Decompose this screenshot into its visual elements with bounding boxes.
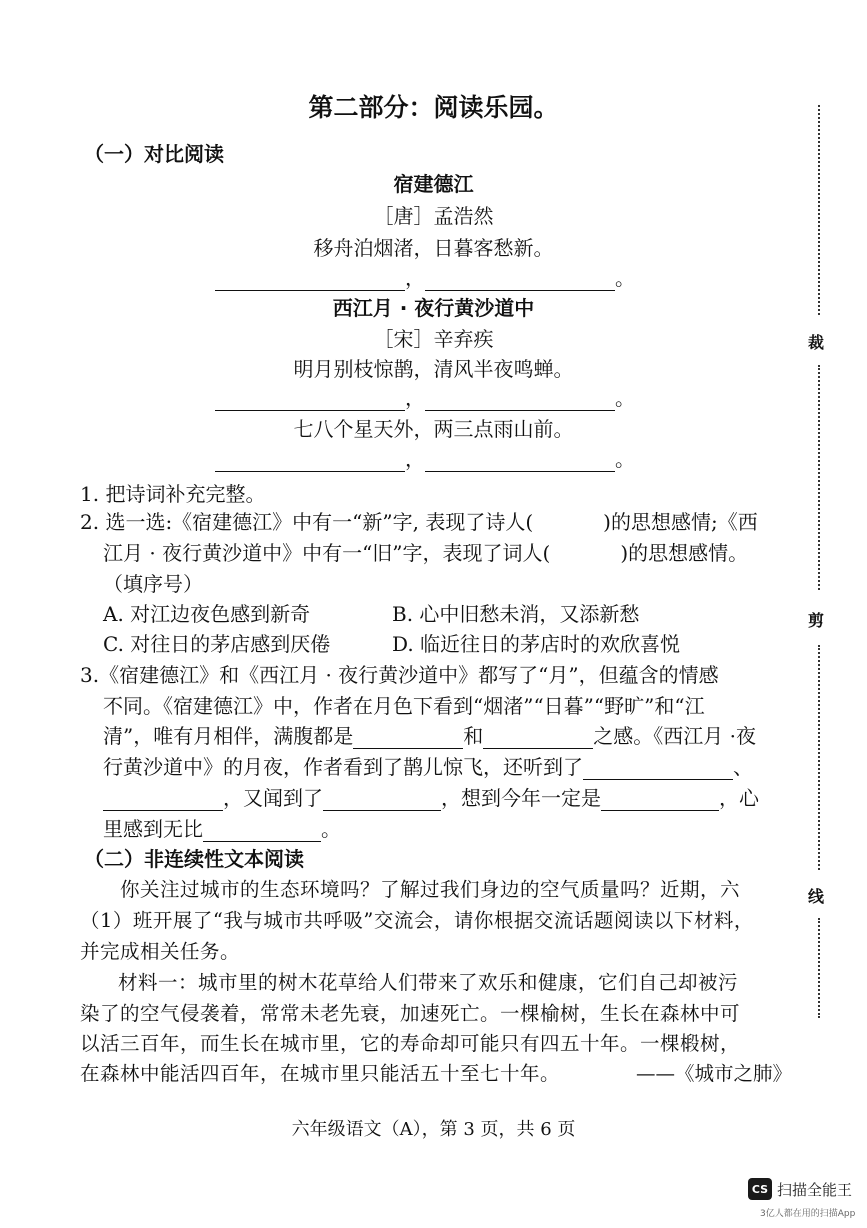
- intro-line1: 你关注过城市的生态环境吗？了解过我们身边的空气质量吗？近期，六: [120, 878, 741, 901]
- poem1-title: 宿建德江: [393, 172, 474, 196]
- q3-text: 和: [463, 724, 484, 748]
- option-a: A. 对江边夜色感到新奇: [103, 602, 311, 626]
- poem1-author: ［唐］孟浩然: [373, 204, 494, 228]
- cut-mark-xian: 线: [808, 887, 825, 906]
- poem2-fill-row-1: [215, 382, 635, 411]
- intro-line2: （1）班开展了“我与城市共呼吸”交流会，请你根据交流话题阅读以下材料，: [80, 909, 754, 932]
- poem1-line1: 移舟泊烟渚，日暮客愁新。: [313, 236, 554, 260]
- q3-text: 、: [733, 755, 753, 779]
- question-3-line6: [103, 813, 341, 842]
- page-title: 第二部分：阅读乐园。: [308, 93, 559, 122]
- poem2-author: ［宋］辛弃疾: [373, 327, 494, 351]
- cut-line: [818, 918, 820, 1018]
- period: 。: [615, 266, 635, 290]
- fill-blank[interactable]: [103, 788, 223, 811]
- poem2-line2: 七八个星天外，两三点雨山前。: [293, 417, 574, 441]
- cut-mark-jian: 剪: [808, 611, 825, 630]
- section-heading-compare: （一）对比阅读: [84, 142, 224, 166]
- fill-blank[interactable]: [203, 819, 321, 842]
- poem2-fill-row-2: [215, 443, 635, 472]
- q2-text-d: )的思想感情。: [620, 541, 749, 565]
- poem1-fill-row: [215, 262, 635, 291]
- question-3-line2: 不同。《宿建德江》中，作者在月色下看到“烟渚”“日暮”“野旷”和“江: [103, 694, 705, 718]
- period: 。: [615, 447, 635, 471]
- material1-line4: 在森林中能活四百年，在城市里只能活五十至七十年。: [80, 1062, 561, 1085]
- page-footer: 六年级语文（A），第 3 页，共 6 页: [291, 1119, 576, 1140]
- q3-text: 行黄沙道中》的月夜，作者看到了鹊儿惊飞，还听到了: [103, 755, 583, 779]
- poem2-title: 西江月 · 夜行黄沙道中: [332, 296, 535, 320]
- option-d: D. 临近往日的茅店时的欢欣喜悦: [392, 632, 681, 656]
- q2-hint: （填序号）: [103, 572, 203, 596]
- question-3-line4: [103, 751, 753, 780]
- fill-blank[interactable]: [583, 757, 733, 780]
- option-c: C. 对往日的茅店感到厌倦: [103, 632, 331, 656]
- question-3-line3: [103, 720, 756, 749]
- q3-text: ，想到今年一定是: [441, 786, 601, 810]
- material1-line1: 材料一：城市里的树木花草给人们带来了欢乐和健康，它们自己却被污: [118, 971, 739, 994]
- question-2-line1: [80, 506, 758, 535]
- q3-text: ，又闻到了: [223, 786, 323, 810]
- q3-text: 之感。《西江月 ·夜: [593, 724, 756, 748]
- intro-line3: 并完成相关任务。: [80, 940, 241, 963]
- scanner-tagline: 3亿人都在用的扫描App: [760, 1209, 856, 1219]
- cut-line: [818, 645, 820, 870]
- q2-text-b: )的思想感情;《西: [603, 510, 758, 534]
- fill-blank[interactable]: [425, 449, 615, 472]
- q3-text: 里感到无比: [103, 817, 203, 841]
- fill-blank[interactable]: [425, 388, 615, 411]
- q2-text-a: 2. 选一选:《宿建德江》中有一“新”字, 表现了诗人(: [80, 510, 534, 534]
- section-heading-nonlinear: （二）非连续性文本阅读: [84, 847, 304, 871]
- fill-blank[interactable]: [323, 788, 441, 811]
- fill-blank[interactable]: [483, 726, 593, 749]
- material1-line3: 以活三百年，而生长在城市里，它的寿命却可能只有四五十年。一棵椴树，: [80, 1032, 741, 1055]
- q3-text: ，心: [719, 786, 759, 810]
- material1-source: ——《城市之肺》: [636, 1062, 793, 1085]
- scanner-watermark: [748, 1178, 852, 1200]
- fill-blank[interactable]: [215, 449, 405, 472]
- scanner-name: 扫描全能王: [777, 1180, 853, 1199]
- period: 。: [615, 386, 635, 410]
- question-3-line5: [103, 782, 759, 811]
- comma: ，: [405, 266, 425, 290]
- cut-mark-cai: 裁: [808, 333, 825, 352]
- material1-line2: 染了的空气侵袭着，常常未老先衰，加速死亡。一棵榆树，生长在森林中可: [80, 1002, 741, 1025]
- fill-blank[interactable]: [353, 726, 463, 749]
- cut-line: [818, 105, 820, 315]
- option-b: B. 心中旧愁未消，又添新愁: [392, 602, 640, 626]
- fill-blank[interactable]: [215, 388, 405, 411]
- question-2-line2: [103, 537, 748, 566]
- q3-text: 。: [321, 817, 341, 841]
- fill-blank[interactable]: [425, 268, 615, 291]
- q2-text-c: 江月 · 夜行黄沙道中》中有一“旧”字，表现了词人(: [103, 541, 551, 565]
- scanner-logo-icon: CS: [748, 1178, 772, 1200]
- fill-blank[interactable]: [215, 268, 405, 291]
- question-3-line1: 3.《宿建德江》和《西江月 · 夜行黄沙道中》都写了“月”，但蕴含的情感: [80, 663, 719, 687]
- fill-blank[interactable]: [601, 788, 719, 811]
- cut-line: [818, 365, 820, 590]
- q3-text: 清”，唯有月相伴，满腹都是: [103, 724, 354, 748]
- comma: ，: [405, 447, 425, 471]
- poem2-line1: 明月别枝惊鹊，清风半夜鸣蝉。: [293, 357, 574, 381]
- question-1: 1. 把诗词补充完整。: [80, 482, 266, 506]
- comma: ，: [405, 386, 425, 410]
